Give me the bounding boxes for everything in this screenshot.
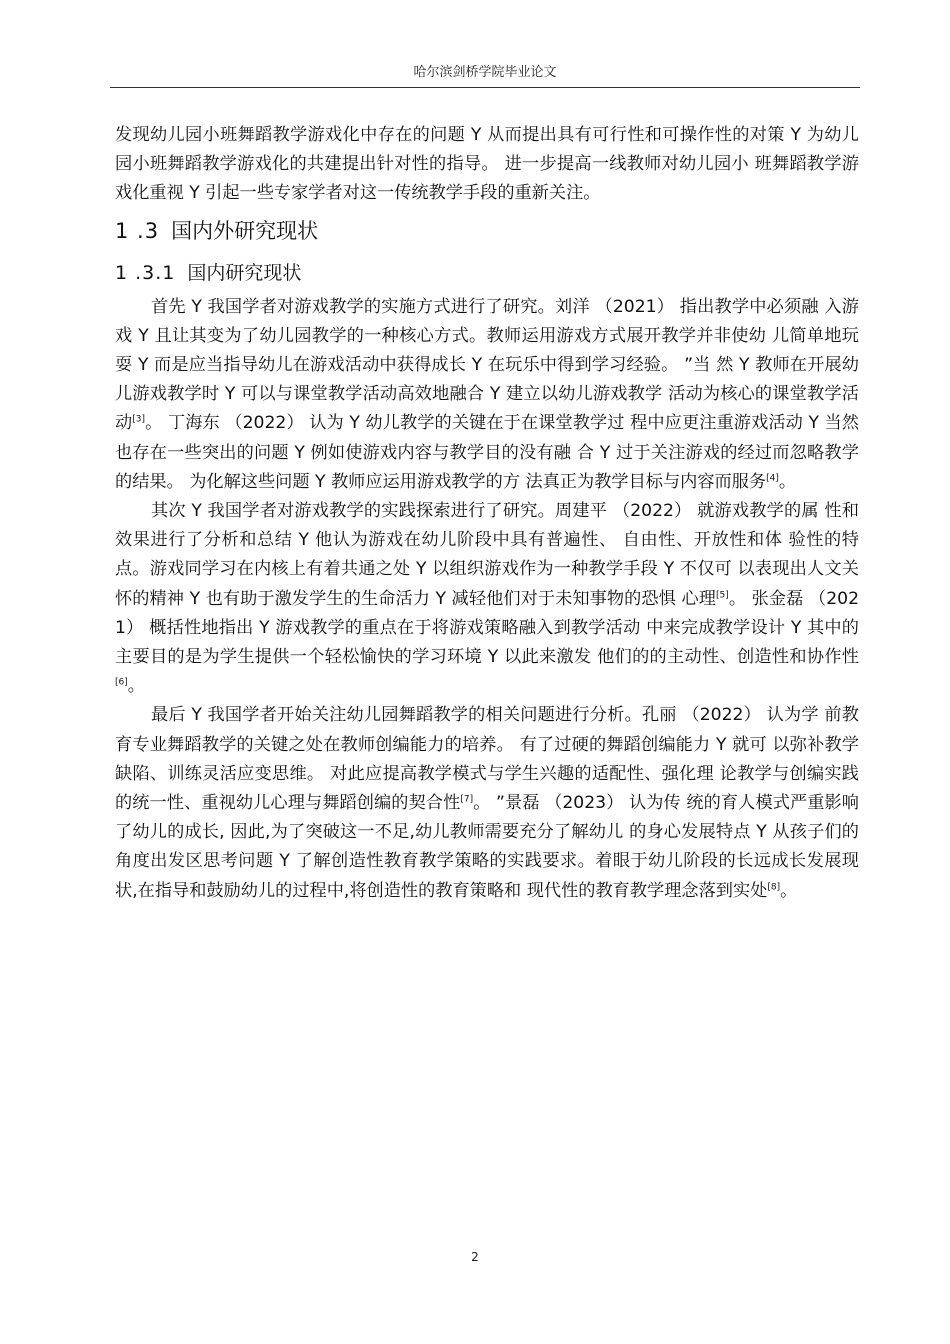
citation: [8] (767, 881, 781, 892)
paragraph-text: 。 张金磊 （2021） 概括性地指出 Y 游戏教学的重点在于将游戏策略融入到教学活动 中来完成教学设计 Y 其中的主要目的是为学生提供一个轻松愉快的学习环境 Y 以此来激发 他们的的主动性、创造性和协作性 (115, 588, 859, 668)
citation: [7] (460, 794, 474, 805)
subsection-number: 1 .3.1 (115, 261, 176, 284)
subsection-heading (115, 253, 859, 293)
paragraph-text: 其次 Y 我国学者对游戏教学的实践探索进行了研究。周建平 （2022） 就游戏教学的属 性和效果进行了分析和总结 Y 他认为游戏在幼儿阶段中具有普遍性、 自由性、开放性和体 验性的特点。游戏同学习在内核上有着共通之处 Y 以组织游戏作为一种教学手段 Y 不仅可 以表现出人文关怀的精神 Y 也有助于激发学生的生命活力 Y 减轻他们对于未知事物的恐惧 心理 (115, 501, 859, 609)
page-number: 2 (471, 1250, 479, 1264)
citation: [4] (766, 473, 779, 484)
subsection-title: 国内研究现状 (187, 261, 302, 284)
paragraph-text: 最后 Y 我国学者开始关注幼儿园舞蹈教学的相关问题进行分析。孔丽 （2022） 认为学 前教育专业舞蹈教学的关键之处在教师创编能力的培养。 有了过硬的舞蹈创编能力 Y 就可 以弥补教学缺陷、训练灵活应变思维。 对此应提高教学模式与学生兴趣的适配性、强化理 论教学与创编实践的统一性、重视幼儿心理与舞蹈创编的契合性 (115, 705, 859, 814)
section-number: 1 .3 (115, 218, 160, 243)
paragraph-text: 。 (780, 880, 798, 901)
paragraph-dance-teaching (115, 701, 859, 905)
paragraph-text: 。 (127, 676, 145, 697)
citation: [6] (115, 677, 128, 688)
paragraph-game-teaching-practice (115, 497, 859, 701)
paragraph-game-teaching-methods (115, 293, 859, 497)
intro-paragraph: 发现幼儿园小班舞蹈教学游戏化中存在的问题 Y 从而提出具有可行性和可操作性的对策 Y 为幼儿园小班舞蹈教学游戏化的共建提出针对性的指导。 进一步提高一线教师对幼儿园小 班舞蹈教学游戏化重视 Y 引起一些专家学者对这一传统教学手段的重新关注。 (115, 125, 859, 204)
page-body (115, 121, 859, 906)
paragraph-text: 首先 Y 我国学者对游戏教学的实施方式进行了研究。刘洋 （2021） 指出教学中必须融 入游戏 Y 且让其变为了幼儿园教学的一种核心方式。教师运用游戏方式展开教学并非使幼 儿简单地玩耍 Y 而是应当指导幼儿在游戏活动中获得成长 Y 在玩乐中得到学习经验。 ”当 然 Y 教师在开展幼儿游戏教学时 Y 可以与课堂教学活动高效地融合 Y 建立以幼儿游戏教学 活动为核心的课堂教学活动 (115, 296, 859, 434)
running-header: 哈尔滨剑桥学院毕业论文 (413, 65, 557, 80)
paragraph-text: 。 丁海东 （2022） 认为 Y 幼儿教学的关键在于在课堂教学过 程中应更注重游戏活动 Y 当然也存在一些突出的问题 Y 例如使游戏内容与教学目的没有融 合 Y 过于关注游戏的经过而忽略教学的结果。 为化解这些问题 Y 教师应运用游戏教学的方 法真正为教学目标与内容而服务 (115, 413, 859, 492)
paragraph-text: 。 ”景磊 （2023） 认为传 统的育人模式严重影响了幼儿的成长, 因此,为了突破这一不足,幼儿教师需要充分了解幼儿 的身心发展特点 Y 从孩子们的角度出发区思考问题 Y 了解创造性教育教学策略的实践要求。着眼于幼儿阶段的长远成长发展现状,在指导和鼓励幼儿的过程中,将创造性的教育策略和 现代性的教育教学理念落到实处 (115, 793, 859, 901)
header-rule (110, 87, 860, 88)
citation: [5] (716, 589, 729, 600)
section-heading (115, 209, 859, 253)
paragraph-text: 。 (778, 471, 797, 492)
section-title: 国内外研究现状 (171, 218, 319, 243)
citation: [3] (132, 414, 146, 425)
